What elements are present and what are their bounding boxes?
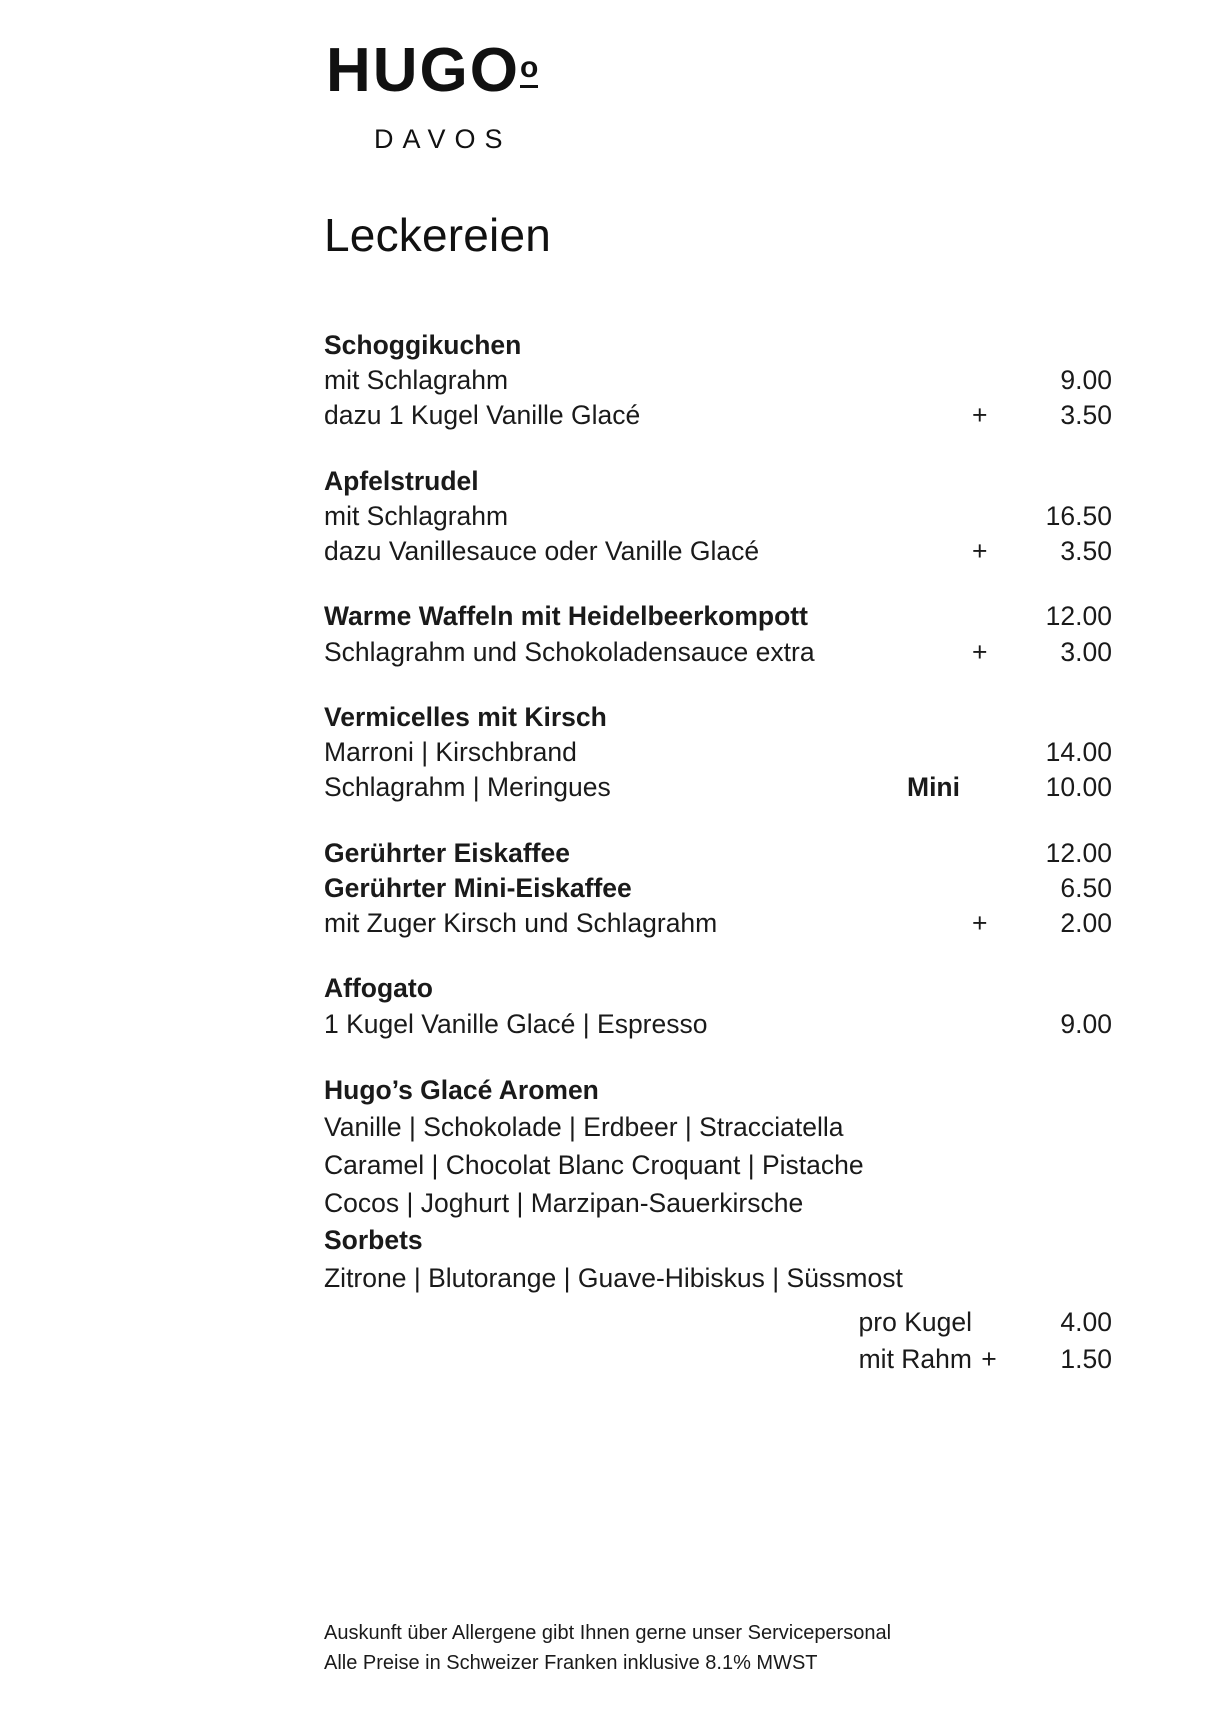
- menu-item-description: dazu 1 Kugel Vanille Glacé: [324, 400, 641, 431]
- menu-sections: [324, 328, 1112, 1409]
- glace-aroma-line: Cocos | Joghurt | Marzipan-Sauerkirsche: [324, 1187, 804, 1218]
- glace-heading: Hugo’s Glacé Aromen: [324, 1074, 599, 1105]
- glace-price-rows: [324, 1304, 1112, 1379]
- menu-item-price: 12.00: [1045, 601, 1112, 632]
- menu-item-price: 10.00: [1045, 772, 1112, 803]
- sorbets-heading: Sorbets: [324, 1225, 423, 1256]
- brand-location: DAVOS: [374, 124, 512, 154]
- menu-group-vermicelles: [324, 700, 1112, 806]
- menu-item-row: [324, 1007, 1112, 1042]
- menu-item-row: [324, 635, 1112, 670]
- menu-item-plus-sign: +: [972, 636, 988, 667]
- menu-item-name: Vermicelles mit Kirsch: [324, 701, 607, 732]
- menu-item-name: Warme Waffeln mit Heidelbeerkompott: [324, 601, 808, 632]
- menu-item-row: [324, 836, 1112, 871]
- menu-item-description: mit Zuger Kirsch und Schlagrahm: [324, 908, 718, 939]
- glace-plus-sign: +: [981, 1344, 997, 1375]
- menu-item-row: [324, 464, 1112, 499]
- menu-item-plus-sign: +: [972, 536, 988, 567]
- menu-item-name: Gerührter Mini-Eiskaffee: [324, 872, 632, 903]
- menu-item-price: 12.00: [1045, 837, 1112, 868]
- menu-item-price: 16.50: [1045, 500, 1112, 531]
- brand-logo: [326, 36, 586, 155]
- menu-item-price: 14.00: [1045, 737, 1112, 768]
- menu-group-schoggikuchen: [324, 328, 1112, 434]
- glace-aroma-line: Caramel | Chocolat Blanc Croquant | Pistache: [324, 1150, 864, 1180]
- glace-price-row: [324, 1304, 1112, 1342]
- page-title: Leckereien: [324, 209, 552, 261]
- menu-item-description: Schlagrahm | Meringues: [324, 772, 611, 803]
- menu-item-plus-sign: +: [972, 400, 988, 431]
- sorbets-line: Zitrone | Blutorange | Guave-Hibiskus | Süssmost: [324, 1262, 903, 1293]
- menu-item-price: 9.00: [1060, 365, 1112, 396]
- brand-name: [326, 36, 586, 105]
- menu-item-description: 1 Kugel Vanille Glacé | Espresso: [324, 1008, 708, 1039]
- menu-item-row: [324, 398, 1112, 433]
- menu-item-name: Apfelstrudel: [324, 465, 479, 496]
- menu-item-row: [324, 328, 1112, 363]
- menu-item-row: [324, 599, 1112, 634]
- menu-item-description: mit Schlagrahm: [324, 365, 509, 396]
- menu-item-row: [324, 363, 1112, 398]
- menu-item-price: 9.00: [1060, 1008, 1112, 1039]
- menu-item-price: 3.50: [1060, 400, 1112, 431]
- brand-name-text: HUGO: [326, 36, 520, 105]
- menu-item-plus-sign: +: [972, 908, 988, 939]
- menu-item-description: Marroni | Kirschbrand: [324, 737, 577, 768]
- menu-item-name: Affogato: [324, 973, 433, 1004]
- menu-item-name: Gerührter Eiskaffee: [324, 837, 570, 868]
- footnote-line: Auskunft über Allergene gibt Ihnen gerne unser Servicepersonal: [324, 1622, 892, 1644]
- menu-item-price: 2.00: [1060, 908, 1112, 939]
- menu-group-apfelstrudel: [324, 464, 1112, 570]
- menu-item-name: Schoggikuchen: [324, 330, 522, 360]
- menu-item-price: 6.50: [1060, 872, 1112, 903]
- menu-item-row: [324, 906, 1112, 941]
- menu-item-description: mit Schlagrahm: [324, 500, 509, 531]
- glace-price-row: [324, 1341, 1112, 1379]
- menu-item-row: [324, 770, 1112, 805]
- menu-item-price: 3.50: [1060, 536, 1112, 567]
- degree-mark-icon: o: [520, 51, 539, 84]
- glace-price-value: 4.00: [1060, 1306, 1112, 1337]
- menu-item-row: [324, 971, 1112, 1006]
- menu-item-price: 3.00: [1060, 636, 1112, 667]
- footnotes: [324, 1618, 891, 1679]
- menu-item-row: [324, 700, 1112, 735]
- menu-item-description: Schlagrahm und Schokoladensauce extra: [324, 636, 815, 667]
- menu-item-row: [324, 534, 1112, 569]
- glace-price-label: mit Rahm: [858, 1344, 972, 1375]
- menu-item-row: [324, 871, 1112, 906]
- menu-group-eiskaffee: [324, 836, 1112, 942]
- footnote-line: Alle Preise in Schweizer Franken inklusive 8.1% MWST: [324, 1652, 818, 1675]
- menu-item-description: dazu Vanillesauce oder Vanille Glacé: [324, 536, 760, 567]
- glace-aroma-line: Vanille | Schokolade | Erdbeer | Stracciatella: [324, 1112, 844, 1143]
- menu-item-row: [324, 735, 1112, 770]
- menu-item-row: [324, 499, 1112, 534]
- menu-group-glace-aromen: [324, 1072, 1112, 1379]
- glace-price-value: 1.50: [1060, 1344, 1112, 1375]
- menu-group-affogato: [324, 971, 1112, 1041]
- menu-item-size-tag: Mini: [907, 772, 960, 803]
- menu-group-warme-waffeln: [324, 599, 1112, 669]
- glace-price-label: pro Kugel: [858, 1306, 972, 1337]
